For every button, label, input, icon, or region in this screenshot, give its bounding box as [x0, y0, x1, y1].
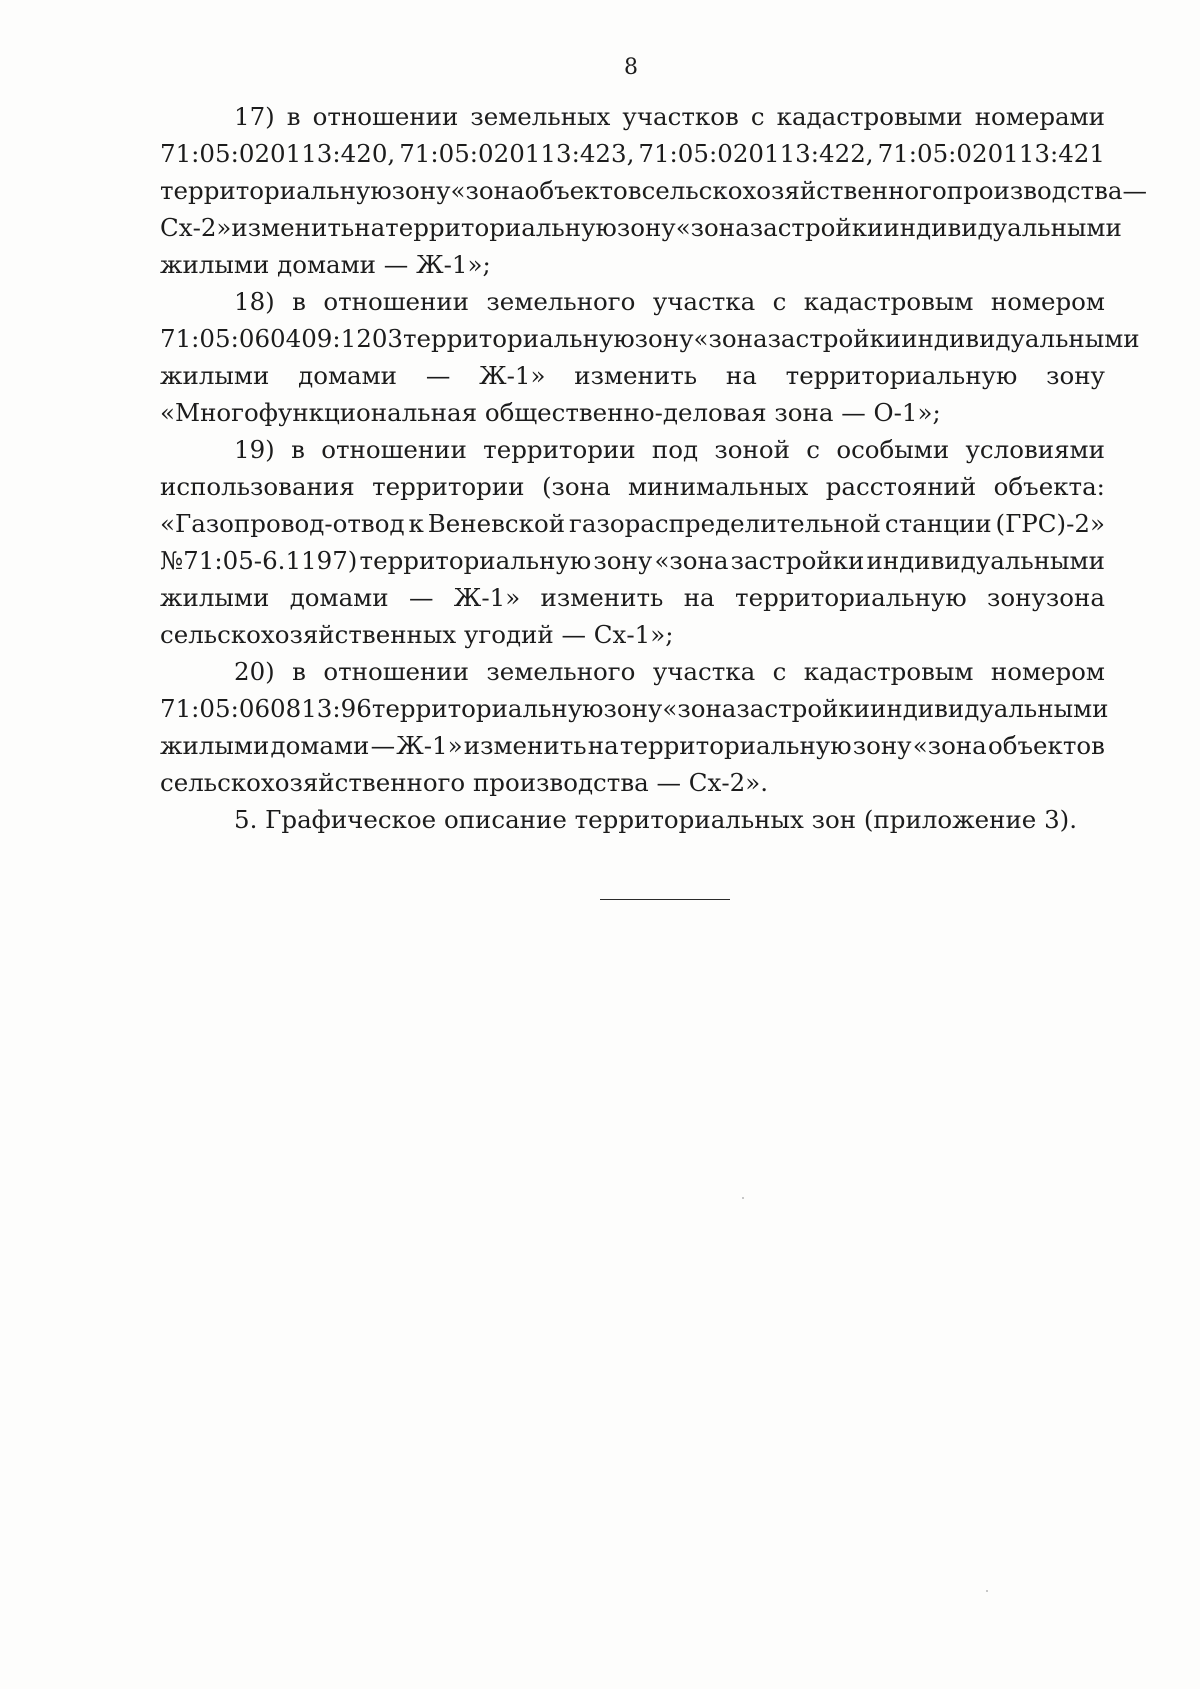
word: с: [806, 435, 820, 464]
word: газораспределительной: [569, 509, 881, 538]
word: кадастровым: [803, 657, 974, 686]
word: в: [292, 657, 306, 686]
word: 71:05:020113:422,: [638, 139, 874, 168]
word: Ж-1»: [479, 361, 546, 390]
word: на: [354, 213, 386, 242]
word: участков: [622, 102, 739, 131]
word: №71:05-6.1197): [160, 546, 358, 575]
word: кадастровыми: [776, 102, 963, 131]
word: с: [772, 287, 787, 316]
word: 71:05:060813:96: [160, 694, 372, 723]
word: территориальную: [371, 694, 604, 723]
word: кадастровым: [803, 287, 974, 316]
word: застройки: [767, 324, 902, 353]
line-text: 5. Графическое описание территориальных зон (приложение 3).: [234, 805, 1078, 834]
word: участка: [652, 657, 756, 686]
word: с: [750, 102, 765, 131]
word: 17): [234, 102, 275, 131]
word: «Газопровод-отвод: [160, 509, 405, 538]
text-line: [160, 320, 1140, 357]
word: «зона: [912, 731, 987, 760]
word: (зона: [541, 472, 611, 501]
document-body: [160, 98, 1148, 838]
word: особыми: [836, 435, 950, 464]
line-text: сельскохозяйственного производства — Сх-2».: [160, 768, 769, 797]
scan-speck: [986, 1590, 988, 1592]
page-number: 8: [624, 55, 638, 80]
word: Ж-1»: [396, 731, 463, 760]
list-item-paragraph: [160, 431, 1105, 653]
list-item-paragraph: [160, 653, 1109, 801]
text-line: [160, 542, 1105, 579]
text-line: [160, 505, 1105, 542]
word: Веневской: [427, 509, 566, 538]
word: зону: [593, 546, 653, 575]
word: номером: [990, 657, 1105, 686]
word: на: [725, 361, 757, 390]
word: жилыми: [160, 361, 270, 390]
word: —: [370, 731, 396, 760]
word: изменить: [463, 731, 587, 760]
word: жилыми: [160, 583, 270, 612]
word: в: [291, 435, 305, 464]
word: зону: [634, 324, 694, 353]
word: «зона: [675, 213, 750, 242]
text-line: [160, 357, 1105, 394]
word: индивидуальными: [901, 324, 1140, 353]
word: домами: [289, 583, 389, 612]
word: участка: [652, 287, 756, 316]
word: на: [683, 583, 715, 612]
text-line: [160, 468, 1105, 505]
text-line: [160, 394, 1105, 431]
word: территориальную: [160, 176, 392, 205]
text-line: [160, 283, 1105, 320]
word: застройки: [749, 213, 884, 242]
word: зону: [852, 731, 912, 760]
word: земельного: [486, 287, 636, 316]
word: изменить: [540, 583, 664, 612]
word: зонузона: [987, 583, 1105, 612]
word: изменить: [574, 361, 698, 390]
word: с: [772, 657, 787, 686]
word: на: [587, 731, 619, 760]
word: домами: [298, 361, 398, 390]
word: застройки: [736, 694, 871, 723]
word: к: [408, 509, 424, 538]
text-line: [160, 616, 1105, 653]
word: 71:05:060409:1203: [160, 324, 403, 353]
word: 71:05:020113:420,: [160, 139, 396, 168]
word: территориальную: [785, 361, 1018, 390]
text-line: [160, 764, 1105, 801]
word: зону: [616, 213, 676, 242]
word: —: [1122, 176, 1148, 205]
list-item-paragraph: [160, 801, 1105, 838]
word: территории: [372, 472, 525, 501]
text-line: [160, 135, 1105, 172]
word: объектов: [987, 731, 1105, 760]
word: территориальную: [619, 731, 852, 760]
word: Ж-1»: [453, 583, 521, 612]
word: «зона: [662, 694, 737, 723]
word: зону: [603, 694, 663, 723]
list-item-paragraph: [160, 283, 1140, 431]
word: отношении: [323, 657, 469, 686]
word: «зона: [450, 176, 525, 205]
word: номером: [990, 287, 1105, 316]
word: зону: [391, 176, 451, 205]
word: —: [425, 361, 451, 390]
word: территориальную: [735, 583, 967, 612]
word: 71:05:020113:423,: [399, 139, 635, 168]
text-line: [160, 690, 1109, 727]
word: под: [651, 435, 699, 464]
word: отношении: [323, 287, 469, 316]
word: —: [408, 583, 434, 612]
line-text: сельскохозяйственных угодий — Сх-1»;: [160, 620, 674, 649]
word: домами: [270, 731, 370, 760]
word: индивидуальными: [870, 694, 1109, 723]
word: зоной: [714, 435, 790, 464]
word: 20): [234, 657, 275, 686]
word: сельскохозяйственного: [641, 176, 947, 205]
word: использования: [160, 472, 355, 501]
word: 18): [234, 287, 275, 316]
text-line: [160, 246, 1105, 283]
word: 19): [234, 435, 275, 464]
word: «зона: [654, 546, 729, 575]
word: в: [286, 102, 301, 131]
text-line: [160, 727, 1105, 764]
text-line: [160, 653, 1105, 690]
word: земельных: [470, 102, 611, 131]
word: объектов: [524, 176, 642, 205]
word: зону: [1046, 361, 1105, 390]
word: Сх-2»: [160, 213, 232, 242]
scan-speck: [742, 1197, 744, 1199]
word: «зона: [693, 324, 768, 353]
word: территориальную: [359, 546, 592, 575]
word: 71:05:020113:421: [877, 139, 1105, 168]
word: территории: [483, 435, 636, 464]
word: индивидуальными: [866, 546, 1105, 575]
word: станции: [884, 509, 992, 538]
line-text: «Многофункциональная общественно-деловая зона — О-1»;: [160, 398, 941, 427]
word: минимальных: [628, 472, 809, 501]
word: земельного: [486, 657, 636, 686]
list-item-paragraph: [160, 98, 1148, 283]
line-text: жилыми домами — Ж-1»;: [160, 250, 491, 279]
end-separator-line: [600, 899, 730, 900]
text-line: [160, 801, 1105, 838]
word: объекта:: [993, 472, 1105, 501]
word: номерами: [974, 102, 1105, 131]
word: расстояний: [825, 472, 977, 501]
word: отношении: [312, 102, 459, 131]
text-line: [160, 209, 1122, 246]
word: условиями: [965, 435, 1105, 464]
word: изменить: [231, 213, 355, 242]
text-line: [160, 431, 1105, 468]
text-line: [160, 579, 1105, 616]
word: производства: [946, 176, 1123, 205]
text-line: [160, 98, 1105, 135]
word: территориальную: [385, 213, 617, 242]
word: (ГРС)-2»: [995, 509, 1105, 538]
word: жилыми: [160, 731, 270, 760]
word: территориальную: [403, 324, 635, 353]
word: отношении: [321, 435, 467, 464]
word: в: [292, 287, 306, 316]
word: индивидуальными: [883, 213, 1122, 242]
word: застройки: [730, 546, 865, 575]
text-line: [160, 172, 1148, 209]
